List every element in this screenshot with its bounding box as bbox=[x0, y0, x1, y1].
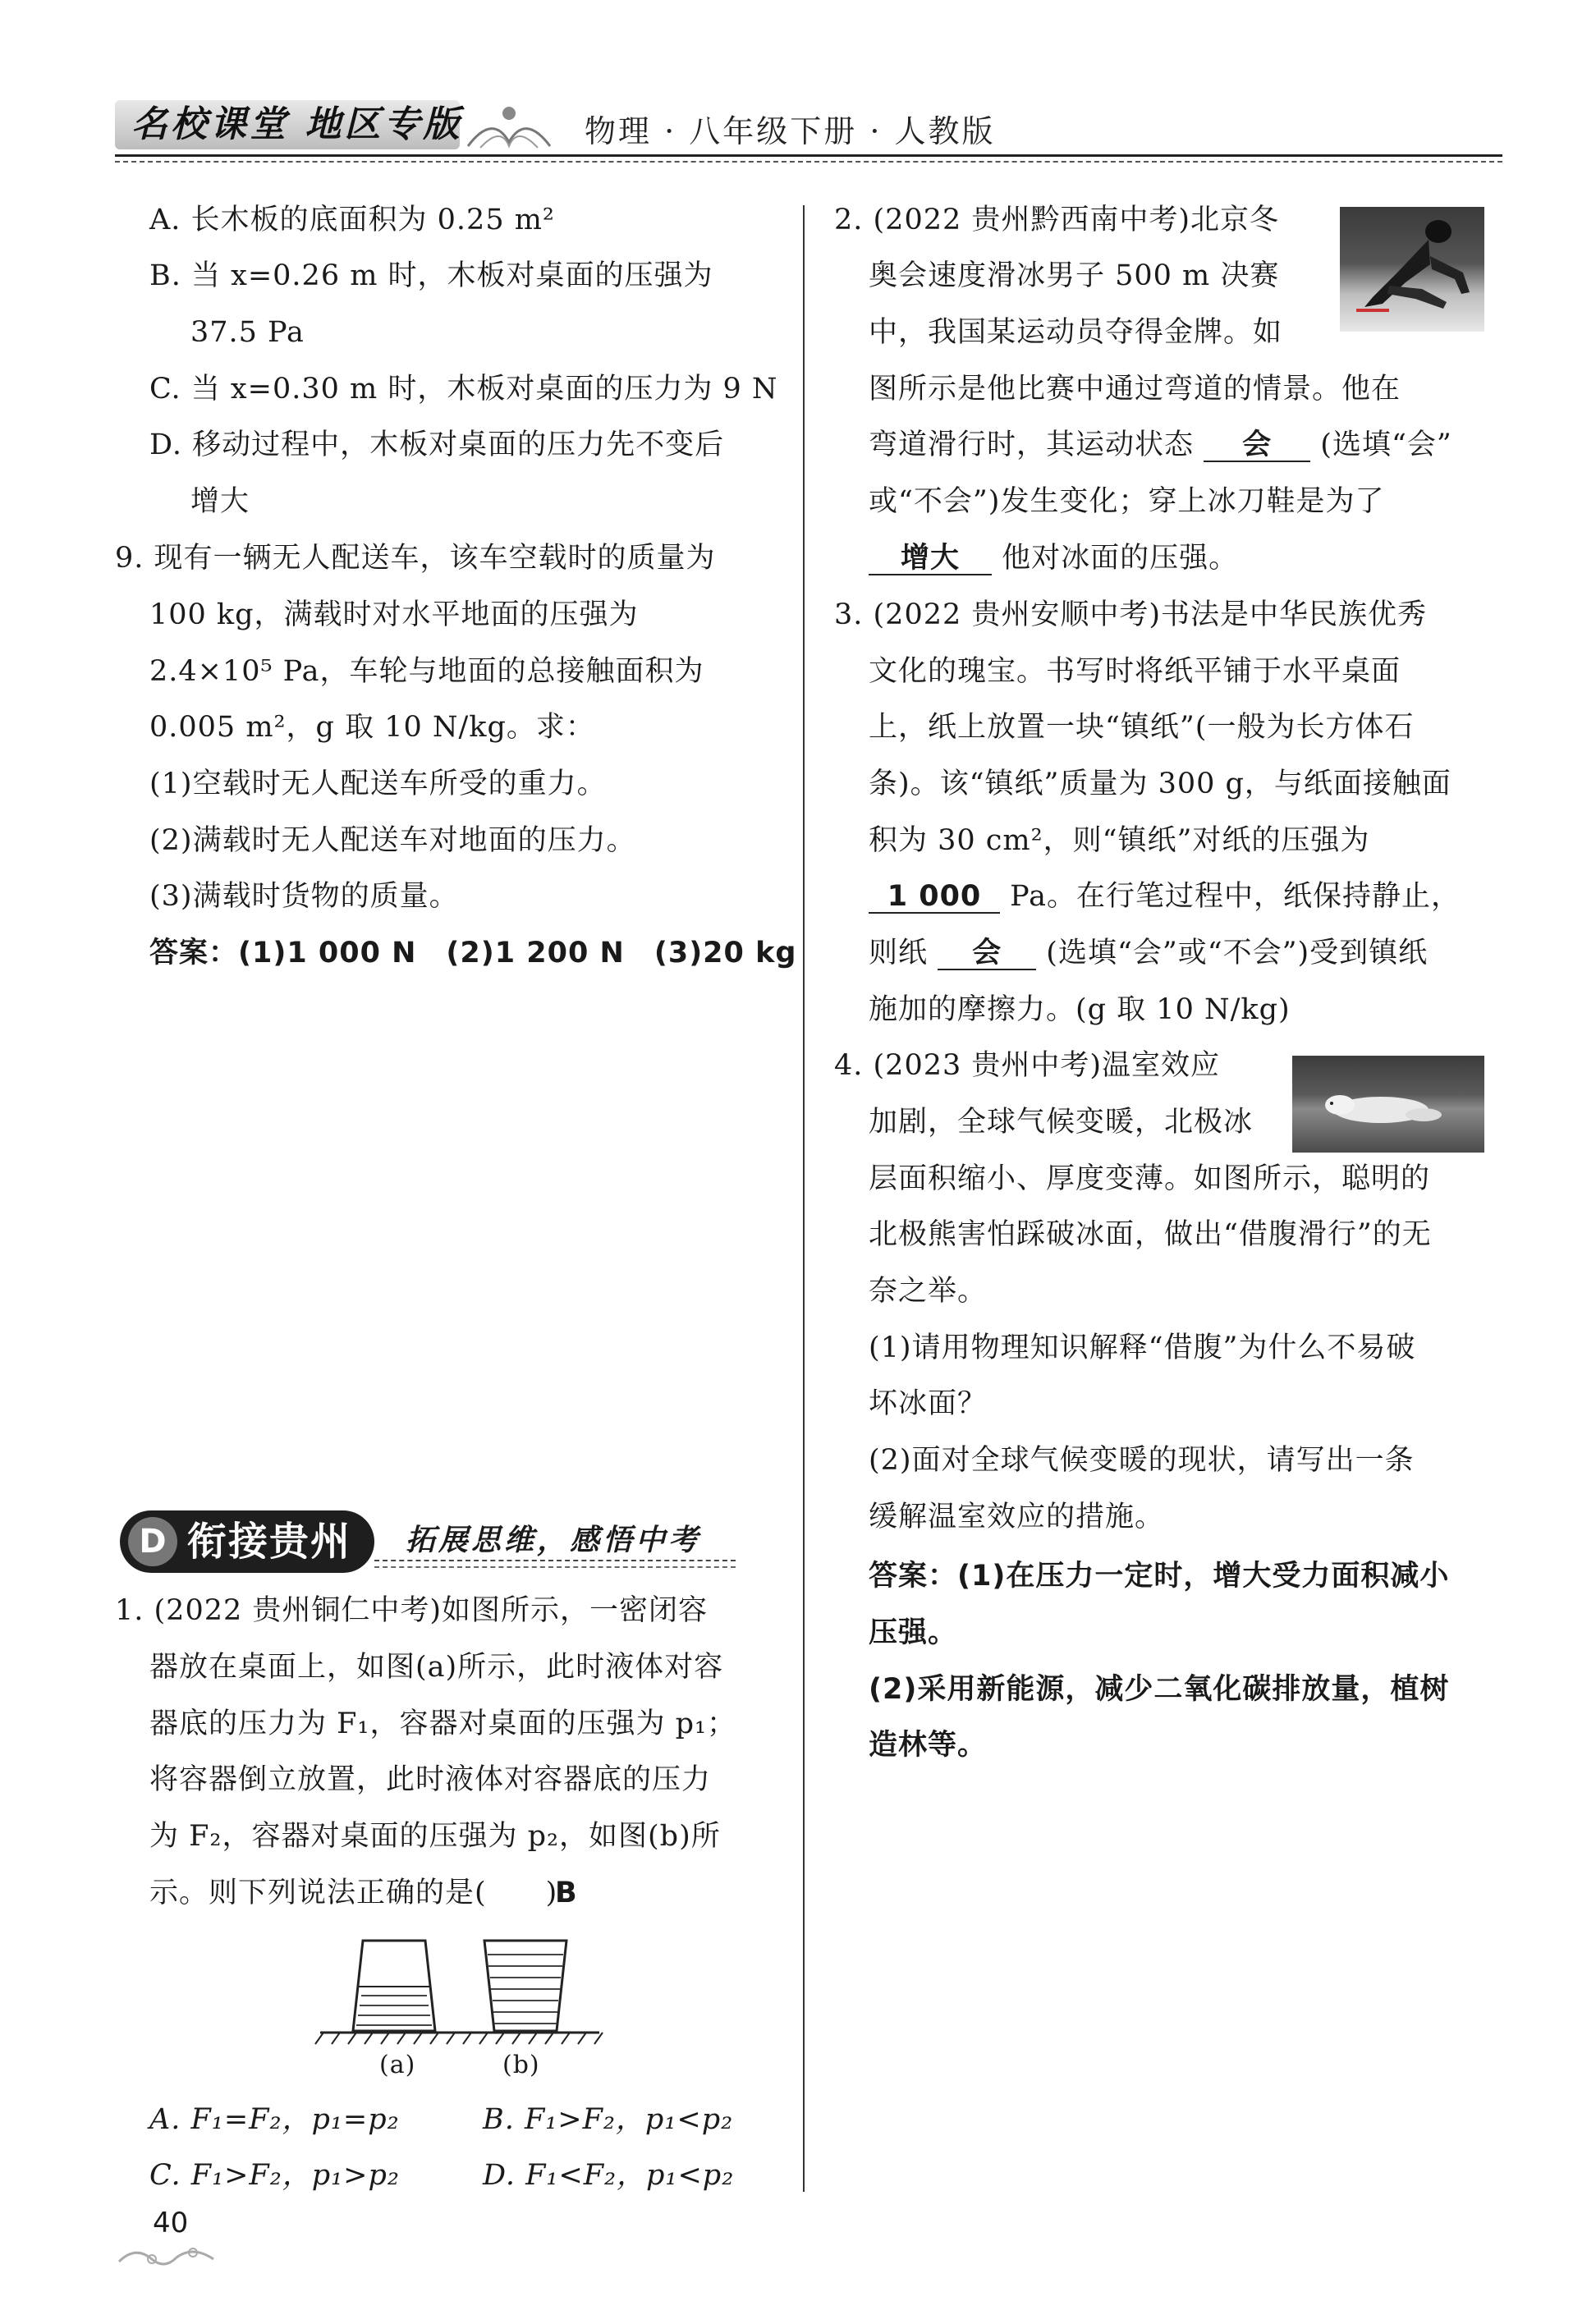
q9-line: (3)满载时货物的质量。 bbox=[149, 880, 459, 913]
q1-option-b: B. F₁>F₂，p₁<p₂ bbox=[483, 2103, 734, 2136]
speed-skater-photo bbox=[1340, 207, 1484, 332]
option-c-prev: C. 当 x=0.30 m 时，木板对桌面的压力为 9 N bbox=[149, 373, 778, 406]
q1-line: 器放在桌面上，如图(a)所示，此时液体对容 bbox=[149, 1651, 724, 1684]
q2-text: 他对冰面的压强。 bbox=[1002, 542, 1239, 575]
q4-line: 加剧，全球气候变暖，北极冰 bbox=[869, 1106, 1254, 1139]
header-series-title: 名校课堂 地区专版 bbox=[131, 103, 463, 145]
q9-line: 100 kg，满载时对水平地面的压强为 bbox=[149, 598, 639, 631]
q1-option-a: A. F₁=F₂，p₁=p₂ bbox=[149, 2103, 400, 2136]
q9-line: (1)空载时无人配送车所受的重力。 bbox=[149, 768, 607, 800]
section-rule bbox=[374, 1560, 736, 1561]
q1-figure bbox=[312, 1929, 608, 2052]
q2-line-7 bbox=[869, 542, 1238, 575]
q4-line: 层面积缩小、厚度变薄。如图所示，聪明的 bbox=[869, 1162, 1431, 1195]
q2-line: 或“不会”)发生变化；穿上冰刀鞋是为了 bbox=[869, 485, 1385, 518]
section-title: 衔接贵州 bbox=[187, 1519, 352, 1565]
q2-blank-2: 增大 bbox=[869, 543, 992, 575]
q3-line: 条)。该“镇纸”质量为 300 g，与纸面接触面 bbox=[869, 768, 1452, 800]
q2-line-5 bbox=[869, 429, 1452, 462]
q2-line: 图所示是他比赛中通过弯道的情景。他在 bbox=[869, 373, 1401, 406]
q1-line: 器底的压力为 F₁，容器对桌面的压强为 p₁； bbox=[149, 1707, 737, 1740]
q2-text: (选填“会” bbox=[1320, 429, 1452, 461]
q2-line: 中，我国某运动员夺得金牌。如 bbox=[869, 316, 1283, 349]
q1-line: 将容器倒立放置，此时液体对容器底的压力 bbox=[149, 1763, 712, 1796]
q3-line: 积为 30 cm²，则“镇纸”对纸的压强为 bbox=[869, 824, 1370, 857]
q4-line: (1)请用物理知识解释“借腹”为什么不易破 bbox=[869, 1332, 1416, 1364]
q2-line: 2. (2022 贵州黔西南中考)北京冬 bbox=[834, 204, 1280, 236]
q1-line: 示。则下列说法正确的是( ) bbox=[149, 1877, 558, 1909]
header-rule bbox=[115, 154, 1502, 157]
q9-line: 0.005 m²，g 取 10 N/kg。求： bbox=[149, 711, 595, 744]
page-number: 40 bbox=[153, 2207, 189, 2239]
q1-line: 1. (2022 贵州铜仁中考)如图所示，一密闭容 bbox=[115, 1594, 709, 1627]
q2-line: 奥会速度滑冰男子 500 m 决赛 bbox=[869, 259, 1280, 292]
q3-text: (选填“会”或“不会”)受到镇纸 bbox=[1046, 937, 1429, 969]
q4-line: 北极熊害怕踩破冰面，做出“借腹滑行”的无 bbox=[869, 1218, 1432, 1251]
option-b-prev: B. 当 x=0.26 m 时，木板对桌面的压强为 bbox=[149, 259, 713, 292]
header-rule-dashed bbox=[115, 161, 1502, 163]
q9-line: (2)满载时无人配送车对地面的压力。 bbox=[149, 824, 636, 857]
q4-answer-line: 答案：(1)在压力一定时，增大受力面积减小 bbox=[869, 1560, 1450, 1593]
q3-text: 则纸 bbox=[869, 937, 929, 969]
header-subject: 物理 · 八年级下册 · 人教版 bbox=[585, 113, 996, 149]
polar-bear-photo bbox=[1292, 1056, 1484, 1153]
q3-line-7 bbox=[869, 937, 1428, 970]
q4-line: 缓解温室效应的措施。 bbox=[869, 1501, 1165, 1533]
q3-blank-1: 1 000 bbox=[869, 881, 1000, 914]
option-b-prev-cont: 37.5 Pa bbox=[190, 316, 305, 349]
footer-ornament-icon bbox=[115, 2241, 230, 2274]
q3-line: 上，纸上放置一块“镇纸”(一般为长方体石 bbox=[869, 711, 1415, 744]
q1-line: 为 F₂，容器对桌面的压强为 p₂，如图(b)所 bbox=[149, 1820, 721, 1853]
header-flourish-icon bbox=[460, 97, 558, 154]
q1-fig-label-a: (a) bbox=[379, 2051, 416, 2079]
section-letter: D bbox=[128, 1517, 177, 1566]
q3-blank-2: 会 bbox=[938, 937, 1036, 970]
q2-blank-1: 会 bbox=[1204, 429, 1310, 462]
q9-line: 2.4×10⁵ Pa，车轮与地面的总接触面积为 bbox=[149, 655, 704, 688]
q2-text: 弯道滑行时，其运动状态 bbox=[869, 429, 1195, 461]
q3-text: Pa。在行笔过程中，纸保持静止， bbox=[1010, 880, 1461, 913]
q3-line: 施加的摩擦力。(g 取 10 N/kg) bbox=[869, 993, 1291, 1026]
q9-answer: 答案：(1)1 000 N (2)1 200 N (3)20 kg bbox=[149, 937, 797, 969]
q4-answer-line: 造林等。 bbox=[869, 1729, 988, 1762]
column-divider bbox=[803, 205, 805, 2192]
q3-line-6 bbox=[869, 880, 1461, 914]
q3-line: 文化的瑰宝。书写时将纸平铺于水平桌面 bbox=[869, 655, 1401, 688]
q1-option-d: D. F₁<F₂，p₁<p₂ bbox=[483, 2159, 735, 2192]
q4-line: 坏冰面？ bbox=[869, 1387, 988, 1420]
q1-option-c: C. F₁>F₂，p₁>p₂ bbox=[149, 2159, 400, 2192]
section-slogan: 拓展思维，感悟中考 bbox=[406, 1523, 702, 1557]
q1-answer: B bbox=[555, 1877, 578, 1909]
option-d-prev: D. 移动过程中，木板对桌面的压力先不变后 bbox=[149, 429, 725, 461]
option-d-prev-cont: 增大 bbox=[190, 485, 250, 518]
section-rule bbox=[374, 1566, 736, 1568]
q3-line: 3. (2022 贵州安顺中考)书法是中华民族优秀 bbox=[834, 598, 1428, 631]
q4-line: 4. (2023 贵州中考)温室效应 bbox=[834, 1049, 1221, 1082]
q4-line: (2)面对全球气候变暖的现状，请写出一条 bbox=[869, 1444, 1415, 1477]
option-a-prev: A. 长木板的底面积为 0.25 m² bbox=[149, 204, 555, 236]
q4-line: 奈之举。 bbox=[869, 1275, 988, 1308]
q9-line: 9. 现有一辆无人配送车，该车空载时的质量为 bbox=[115, 542, 716, 575]
q4-answer-line: 压强。 bbox=[869, 1616, 958, 1649]
q4-answer-line: (2)采用新能源，减少二氧化碳排放量，植树 bbox=[869, 1673, 1450, 1706]
q1-fig-label-b: (b) bbox=[502, 2051, 540, 2079]
